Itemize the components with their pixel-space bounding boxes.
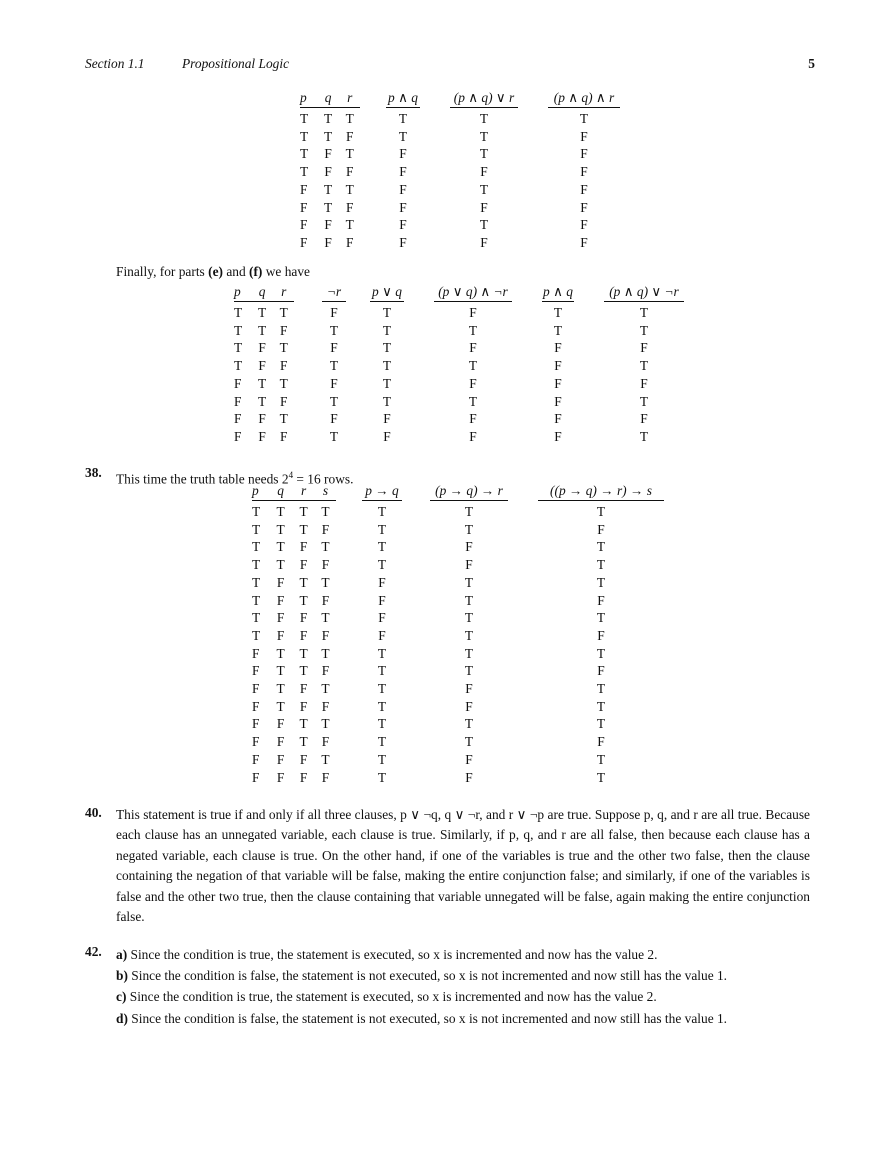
table-cell: T [345, 146, 354, 162]
table-cell: T [345, 181, 354, 197]
table-cell: F [299, 557, 308, 573]
table-row [252, 698, 664, 716]
table-cell: T [377, 557, 387, 573]
table-cell: F [279, 358, 288, 374]
table-header-cell: p [234, 284, 241, 299]
table-cell: F [469, 411, 477, 427]
table-cell: T [464, 504, 474, 519]
table-cell: T [596, 645, 606, 661]
table-cell: F [378, 610, 386, 626]
table-cell: F [580, 199, 588, 215]
table-cell: T [596, 504, 606, 519]
table-cell: F [234, 411, 242, 427]
table-cell: T [553, 305, 563, 320]
table-cell: T [464, 734, 474, 750]
table-cell: T [329, 322, 339, 338]
table-cell: T [382, 322, 392, 338]
table-cell: T [398, 111, 408, 126]
table-row [252, 574, 664, 592]
table-cell: T [276, 663, 285, 679]
table-cell: F [299, 751, 308, 767]
table-cell: F [321, 769, 330, 785]
section-label: Section 1.1 [85, 56, 145, 71]
table-cell: F [469, 375, 477, 391]
table-cell: T [479, 181, 489, 197]
table-row [252, 751, 664, 769]
table-cell: T [252, 610, 261, 626]
table-header-variables [252, 483, 336, 503]
table-cell: T [329, 428, 339, 444]
table-cell: T [382, 340, 392, 356]
table-cell: T [639, 428, 649, 444]
table-cell: F [321, 698, 330, 714]
table-cell: T [464, 610, 474, 626]
table-cell: T [279, 411, 288, 427]
table-cell: F [345, 128, 354, 144]
table-header-variables [300, 90, 360, 110]
table-cell: T [252, 504, 261, 519]
table-cell: T [596, 539, 606, 555]
table-cell: T [234, 305, 243, 320]
table-cell: F [299, 769, 308, 785]
table-cell: F [580, 234, 588, 250]
table-cell: T [324, 181, 333, 197]
table-cell: T [300, 146, 309, 162]
table-row [252, 538, 664, 556]
table-row [234, 428, 684, 446]
table-cell: T [479, 146, 489, 162]
table-cell: F [554, 393, 562, 409]
table-cell: T [479, 128, 489, 144]
table-cell: F [554, 340, 562, 356]
table-cell: F [258, 411, 266, 427]
table-cell: T [464, 716, 474, 732]
table-cell: F [252, 769, 260, 785]
table-cell: T [377, 504, 387, 519]
table-cell: F [469, 428, 477, 444]
table-cell: F [300, 181, 308, 197]
table-header-cell: ¬r [322, 284, 346, 304]
table-cell: T [596, 751, 606, 767]
table-row [300, 145, 620, 163]
table-cell: F [399, 181, 407, 197]
table-cell: F [597, 592, 605, 608]
table-cell: T [464, 627, 474, 643]
table-cell: T [639, 358, 649, 374]
table-cell: T [464, 663, 474, 679]
table-cell: F [299, 539, 308, 555]
table-cell: T [258, 393, 267, 409]
table-cell: T [299, 734, 308, 750]
truth-table-2 [234, 284, 684, 446]
table-cell: T [299, 663, 308, 679]
table-row [300, 110, 620, 128]
table-cell: F [554, 411, 562, 427]
table-cell: F [399, 164, 407, 180]
table-cell: T [252, 627, 261, 643]
table-cell: T [479, 217, 489, 233]
table-cell: T [321, 504, 330, 519]
table-cell: T [479, 111, 489, 126]
table-cell: T [279, 305, 288, 320]
table-cell: T [464, 574, 474, 590]
table-row [234, 393, 684, 411]
table-cell: F [276, 716, 285, 732]
table-row [252, 521, 664, 539]
table-cell: T [579, 111, 589, 126]
exercise-42-number: 42. [85, 944, 102, 959]
exercise-42-part: d) Since the condition is false, the statement is not executed, so x is not incremented and now still has the value 1. [116, 1010, 728, 1026]
table-cell: T [345, 217, 354, 233]
table-cell: F [383, 428, 391, 444]
table-cell: T [258, 375, 267, 391]
table-cell: F [383, 411, 391, 427]
table-cell: F [258, 340, 266, 356]
table-cell: T [377, 716, 387, 732]
table-cell: F [276, 734, 285, 750]
table-cell: F [597, 734, 605, 750]
table-cell: F [252, 716, 260, 732]
table-cell: T [464, 592, 474, 608]
table-cell: T [382, 393, 392, 409]
table-cell: T [329, 358, 339, 374]
table-row [234, 410, 684, 428]
table-cell: F [299, 627, 308, 643]
table-cell: T [276, 645, 285, 661]
table-cell: T [299, 574, 308, 590]
table-cell: T [639, 305, 649, 320]
table-cell: F [580, 217, 588, 233]
exercise-40-number: 40. [85, 805, 102, 820]
table-cell: T [299, 504, 308, 519]
table-cell: T [377, 681, 387, 697]
table-cell: F [399, 234, 407, 250]
table-cell: T [258, 322, 267, 338]
table-cell: T [252, 557, 261, 573]
table-cell: F [580, 128, 588, 144]
finally-paragraph: Finally, for parts (e) and (f) we have [116, 264, 310, 279]
table-row [300, 128, 620, 146]
table-cell: T [596, 698, 606, 714]
table-cell: T [596, 610, 606, 626]
table-cell: T [345, 111, 354, 126]
table-cell: T [234, 322, 243, 338]
table-row [252, 592, 664, 610]
table-cell: F [299, 610, 308, 626]
table-row [252, 680, 664, 698]
section-title: Propositional Logic [182, 56, 290, 71]
table-cell: F [321, 557, 330, 573]
table-cell: F [299, 681, 308, 697]
table-cell: T [321, 574, 330, 590]
table-cell: F [580, 181, 588, 197]
table-cell: T [252, 521, 261, 537]
table-row [234, 322, 684, 340]
table-cell: F [234, 428, 242, 444]
table-cell: F [279, 322, 288, 338]
table-cell: T [324, 111, 333, 126]
table-cell: T [468, 393, 478, 409]
table-header-cell: p ∧ q [386, 90, 420, 110]
table-cell: F [640, 340, 648, 356]
table-cell: F [252, 681, 260, 697]
table-cell: T [553, 322, 563, 338]
table-header-cell: p ∧ q [542, 284, 574, 304]
exercise-40-text: This statement is true if and only if all three clauses, p ∨ ¬q, q ∨ ¬r, and r ∨ ¬p are true. Suppose p, q, and r are all true. Because each clause has an unnegated variable, each clause is true. Similarly, if p, q, and r are all false, then because each clause has a negated variable, each clause is true. On the other hand, if one of the variables is true and the other two false, then the clause containing the negation of that variable will be false, making the entire conjunction false; and similarly, if one of the variables is false and the other two true, then the clause containing that variable unnegated will be false, again making the entire conjunction false. [116, 807, 810, 925]
table-cell: T [382, 375, 392, 391]
table-cell: T [377, 769, 387, 785]
table-cell: F [252, 751, 260, 767]
table-cell: T [596, 716, 606, 732]
table-cell: T [252, 592, 261, 608]
table-header-cell: (p → q) → r [430, 483, 508, 503]
table-cell: T [234, 358, 243, 374]
exercise-42-part: a) Since the condition is true, the statement is executed, so x is incremented and now has the value 2. [116, 947, 658, 962]
table-cell: F [252, 645, 260, 661]
table-cell: T [252, 574, 261, 590]
truth-table-3 [252, 483, 664, 786]
table-row [300, 234, 620, 252]
table-row [300, 216, 620, 234]
table-cell: F [330, 411, 338, 427]
table-cell: F [234, 375, 242, 391]
table-cell: F [321, 521, 330, 537]
running-header [85, 56, 815, 74]
table-cell: T [382, 358, 392, 374]
table-cell: F [324, 164, 332, 180]
table-cell: F [554, 358, 562, 374]
exercise-38-number: 38. [85, 465, 102, 480]
table-cell: T [279, 375, 288, 391]
table-cell: T [276, 521, 285, 537]
table-cell: F [276, 769, 285, 785]
table-row [252, 733, 664, 751]
table-cell: F [252, 734, 260, 750]
table-cell: T [464, 645, 474, 661]
table-cell: T [299, 645, 308, 661]
table-cell: F [465, 539, 473, 555]
table-cell: T [299, 716, 308, 732]
table-cell: F [321, 734, 330, 750]
exercise-38-text: This time the truth table needs $2^4 = 16$ rows. [116, 470, 354, 487]
table-cell: F [469, 305, 477, 320]
table-cell: F [465, 769, 473, 785]
table-cell: T [324, 128, 333, 144]
table-header-cell: (p ∧ q) ∨ ¬r [604, 284, 684, 304]
table-cell: T [377, 539, 387, 555]
table-cell: F [321, 663, 330, 679]
table-row [252, 645, 664, 663]
table-row [252, 769, 664, 787]
exercise-42-parts [116, 944, 810, 1029]
table-cell: F [640, 375, 648, 391]
table-cell: T [321, 645, 330, 661]
table-cell: T [639, 393, 649, 409]
table-cell: F [597, 663, 605, 679]
table-cell: F [399, 199, 407, 215]
table-row [252, 503, 664, 521]
table-cell: T [329, 393, 339, 409]
table-cell: F [580, 164, 588, 180]
table-header-cell: q [258, 284, 266, 299]
table-header-cell: q [277, 483, 284, 498]
table-cell: T [321, 751, 330, 767]
table-header-cell: s [322, 483, 329, 498]
table-cell: F [465, 681, 473, 697]
table-cell: F [330, 340, 338, 356]
table-cell: F [321, 592, 330, 608]
table-header-cell: p → q [362, 483, 402, 503]
table-cell: F [597, 521, 605, 537]
table-cell: F [480, 199, 488, 215]
table-cell: F [480, 164, 488, 180]
table-cell: T [276, 557, 285, 573]
table-cell: F [465, 557, 473, 573]
table-row [234, 339, 684, 357]
table-cell: F [399, 217, 407, 233]
table-cell: T [276, 681, 285, 697]
table-cell: T [321, 716, 330, 732]
table-cell: F [554, 375, 562, 391]
table-row [300, 199, 620, 217]
table-cell: T [299, 521, 308, 537]
table-cell: T [276, 539, 285, 555]
table-cell: T [279, 340, 288, 356]
table-cell: F [469, 340, 477, 356]
table-cell: F [480, 234, 488, 250]
table-cell: F [279, 428, 288, 444]
table-header-cell: r [347, 90, 353, 105]
table-row [252, 715, 664, 733]
table-cell: F [640, 411, 648, 427]
table-header-cell: (p ∧ q) ∧ r [548, 90, 620, 110]
table-header-cell: (p ∨ q) ∧ ¬r [434, 284, 512, 304]
table-cell: T [468, 322, 478, 338]
table-row [252, 556, 664, 574]
table-cell: T [596, 769, 606, 785]
table-cell: T [252, 539, 261, 555]
table-cell: T [468, 358, 478, 374]
table-cell: T [299, 592, 308, 608]
table-header-cell: r [300, 483, 307, 498]
table-cell: F [399, 146, 407, 162]
table-cell: F [258, 428, 266, 444]
table-header-variables [234, 284, 294, 304]
table-cell: F [234, 393, 242, 409]
exercise-42-part: c) Since the condition is true, the statement is executed, so x is incremented and now has the value 2. [116, 989, 657, 1005]
table-row [234, 304, 684, 322]
table-cell: F [345, 164, 354, 180]
table-cell: F [330, 375, 338, 391]
table-cell: T [300, 111, 309, 126]
table-header-cell: ((p → q) → r) → s [538, 483, 664, 503]
table-cell: F [597, 627, 605, 643]
table-cell: F [554, 428, 562, 444]
table-row [234, 375, 684, 393]
table-cell: T [382, 305, 392, 320]
table-row [252, 627, 664, 645]
table-cell: T [321, 610, 330, 626]
table-header-cell: p [252, 483, 259, 498]
table-cell: F [276, 610, 285, 626]
table-cell: T [464, 521, 474, 537]
table-cell: T [276, 504, 285, 519]
table-cell: T [258, 305, 267, 320]
table-cell: F [252, 698, 260, 714]
table-cell: F [378, 627, 386, 643]
table-cell: F [276, 627, 285, 643]
table-cell: F [300, 217, 308, 233]
table-cell: T [321, 539, 330, 555]
table-cell: F [300, 199, 308, 215]
table-cell: F [300, 234, 308, 250]
table-header-cell: (p ∧ q) ∨ r [450, 90, 518, 110]
table-header-cell: r [281, 284, 287, 299]
table-row [300, 181, 620, 199]
table-cell: T [324, 199, 333, 215]
table-cell: T [377, 663, 387, 679]
table-row [252, 609, 664, 627]
table-cell: T [300, 164, 309, 180]
table-cell: T [596, 557, 606, 573]
table-cell: F [580, 146, 588, 162]
table-cell: T [639, 322, 649, 338]
table-cell: F [378, 592, 386, 608]
table-header-cell: p ∨ q [370, 284, 404, 304]
table-cell: T [398, 128, 408, 144]
table-cell: T [377, 751, 387, 767]
table-cell: F [276, 592, 285, 608]
table-cell: T [300, 128, 309, 144]
table-row [252, 662, 664, 680]
table-cell: T [377, 645, 387, 661]
table-cell: T [377, 521, 387, 537]
table-cell: T [596, 574, 606, 590]
table-header-cell: q [324, 90, 332, 105]
table-cell: T [596, 681, 606, 697]
table-cell: F [330, 305, 338, 320]
table-cell: T [377, 698, 387, 714]
table-cell: F [324, 146, 332, 162]
table-cell: T [276, 698, 285, 714]
table-header-cell: p [300, 90, 307, 105]
truth-table-1 [300, 90, 620, 252]
table-cell: T [234, 340, 243, 356]
exercise-42-part: b) Since the condition is false, the statement is not executed, so x is not incremented and now still has the value 1. [116, 968, 728, 984]
table-cell: F [276, 751, 285, 767]
table-cell: F [276, 574, 285, 590]
page-number: 5 [808, 56, 815, 71]
table-cell: F [378, 574, 386, 590]
table-cell: F [279, 393, 288, 409]
table-cell: F [465, 698, 473, 714]
table-cell: T [377, 734, 387, 750]
table-cell: F [258, 358, 266, 374]
table-row [234, 357, 684, 375]
table-cell: T [321, 681, 330, 697]
table-cell: F [324, 217, 332, 233]
table-cell: F [252, 663, 260, 679]
table-cell: F [345, 234, 354, 250]
table-cell: F [345, 199, 354, 215]
table-cell: F [465, 751, 473, 767]
table-row [300, 163, 620, 181]
table-cell: F [299, 698, 308, 714]
table-cell: F [324, 234, 332, 250]
table-cell: F [321, 627, 330, 643]
